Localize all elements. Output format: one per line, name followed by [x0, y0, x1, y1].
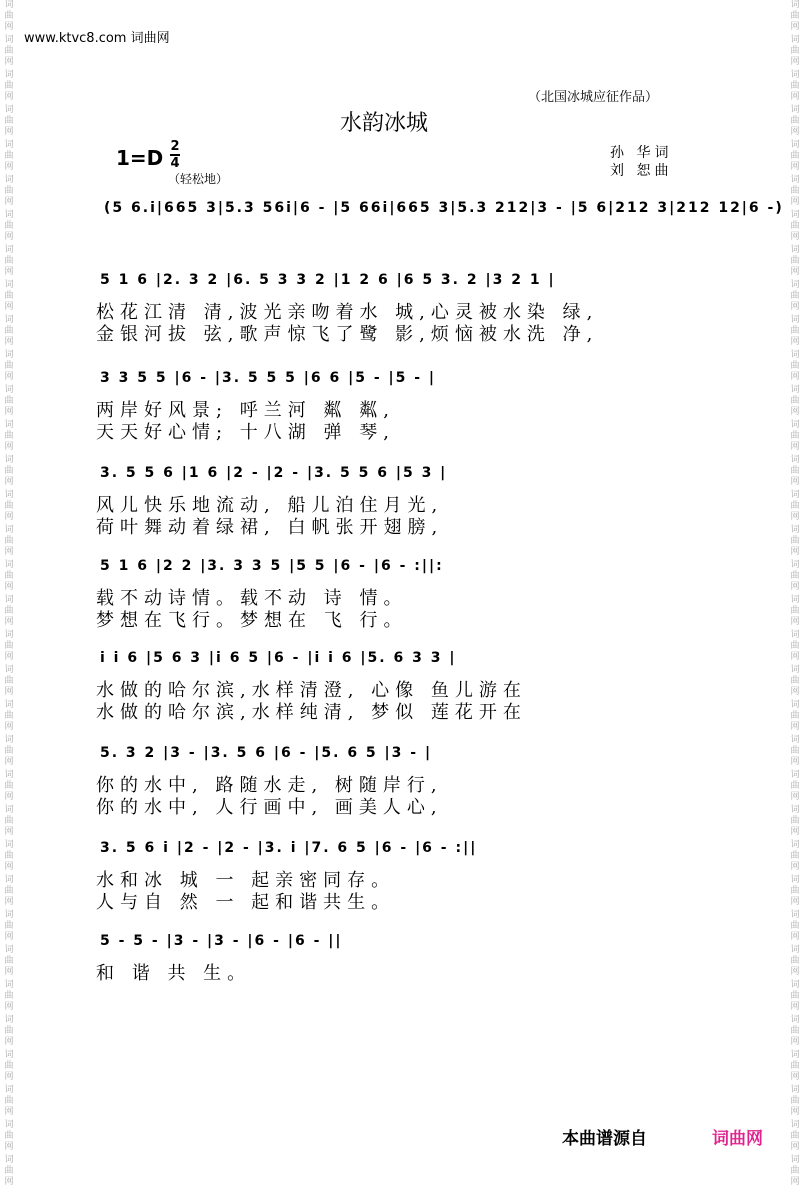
footer-source-label: 本曲谱源自 [562, 1129, 647, 1149]
notation-line: 5. 3 2 |3 - |3. 5 6 |6 - |5. 6 5 |3 - | [100, 745, 433, 761]
notation-line: 3. 5 5 6 |1 6 |2 - |2 - |3. 5 5 6 |5 3 | [100, 465, 448, 481]
lyric-line: 水做的哈尔滨,水样清澄, 心像 鱼儿游在 [96, 680, 527, 701]
lyricist-credit: 孙 华词 [610, 145, 673, 161]
key-signature: 1=D [116, 146, 164, 170]
side-watermark-left: 词 曲 网 词 曲 网 词 曲 网 词 曲 网 词 曲 网 词 曲 网 词 曲 网 词 曲 网 词 曲 网 词 曲 网 词 曲 网 词 曲 网 词 曲 网 词 曲 网 词 曲 网 词 曲 网 词 曲 网 词 曲 网 词 曲 网 词 曲 网 词 曲 网 词 曲 网 词 曲 网 词 曲 网 词 曲 网 词 曲 网 词 曲 网 词 曲 网 词 曲 网 词 曲 网 词 曲 网 词 曲 网 词 曲 网 词 曲 网 [4, 0, 14, 1187]
notation-line: 3. 5 6 i |2 - |2 - |3. i |7. 6 5 |6 - |6 - :|| [100, 840, 478, 856]
lyric-line: 荷叶舞动着绿裙, 白帆张开翅膀, [96, 517, 444, 538]
notation-line: 3 3 5 5 |6 - |3. 5 5 5 |6 6 |5 - |5 - | [100, 370, 437, 386]
lyric-line: 风儿快乐地流动, 船儿泊住月光, [96, 495, 444, 516]
notation-line: 5 - 5 - |3 - |3 - |6 - |6 - || [100, 933, 343, 949]
notation-line: 5 1 6 |2 2 |3. 3 3 5 |5 5 |6 - |6 - :||: [100, 558, 444, 574]
lyric-line: 松花江清 清,波光亲吻着水 城,心灵被水染 绿, [96, 302, 599, 323]
site-watermark: www.ktvc8.com 词曲网 [24, 31, 170, 46]
song-title: 水韵冰城 [340, 111, 429, 136]
lyric-line: 梦想在飞行。梦想在 飞 行。 [96, 610, 408, 631]
lyric-line: 两岸好风景; 呼兰河 粼 粼, [96, 400, 395, 421]
composer-credit: 刘 恕曲 [610, 163, 673, 179]
lyric-line: 天天好心情; 十八湖 弹 琴, [96, 422, 395, 443]
lyric-line: 人与自 然 一 起和谐共生。 [96, 892, 396, 913]
intro-notation: (5 6.i|665 3|5.3 56i|6 - |5 66i|665 3|5.3 212|3 - |5 6|212 3|212 12|6 -) [104, 200, 784, 216]
lyric-line: 和 谐 共 生。 [96, 963, 252, 984]
lyric-line: 你的水中, 路随水走, 树随岸行, [96, 775, 443, 796]
lyric-line: 水和冰 城 一 起亲密同存。 [96, 870, 396, 891]
tempo-marking: （轻松地） [168, 172, 229, 186]
side-watermark-right: 词 曲 网 词 曲 网 词 曲 网 词 曲 网 词 曲 网 词 曲 网 词 曲 网 词 曲 网 词 曲 网 词 曲 网 词 曲 网 词 曲 网 词 曲 网 词 曲 网 词 曲 网 词 曲 网 词 曲 网 词 曲 网 词 曲 网 词 曲 网 词 曲 网 词 曲 网 词 曲 网 词 曲 网 词 曲 网 词 曲 网 词 曲 网 词 曲 网 词 曲 网 词 曲 网 词 曲 网 词 曲 网 词 曲 网 词 曲 网 [790, 0, 800, 1187]
lyric-line: 你的水中, 人行画中, 画美人心, [96, 797, 443, 818]
footer-site-name: 词曲网 [712, 1129, 763, 1149]
subtitle-note: （北国冰城应征作品） [528, 90, 659, 105]
notation-line: 5 1 6 |2. 3 2 |6. 5 3 3 2 |1 2 6 |6 5 3. 2 |3 2 1 | [100, 272, 556, 288]
lyric-line: 水做的哈尔滨,水样纯清, 梦似 莲花开在 [96, 702, 527, 723]
time-sig-top: 2 [170, 139, 180, 154]
notation-line: i i 6 |5 6 3 |i 6 5 |6 - |i i 6 |5. 6 3 3 | [100, 650, 457, 666]
time-signature [170, 140, 180, 170]
lyric-line: 金银河拔 弦,歌声惊飞了鹭 影,烦恼被水洗 净, [96, 324, 599, 345]
time-sig-bottom: 4 [170, 156, 180, 171]
lyric-line: 载不动诗情。载不动 诗 情。 [96, 588, 408, 609]
